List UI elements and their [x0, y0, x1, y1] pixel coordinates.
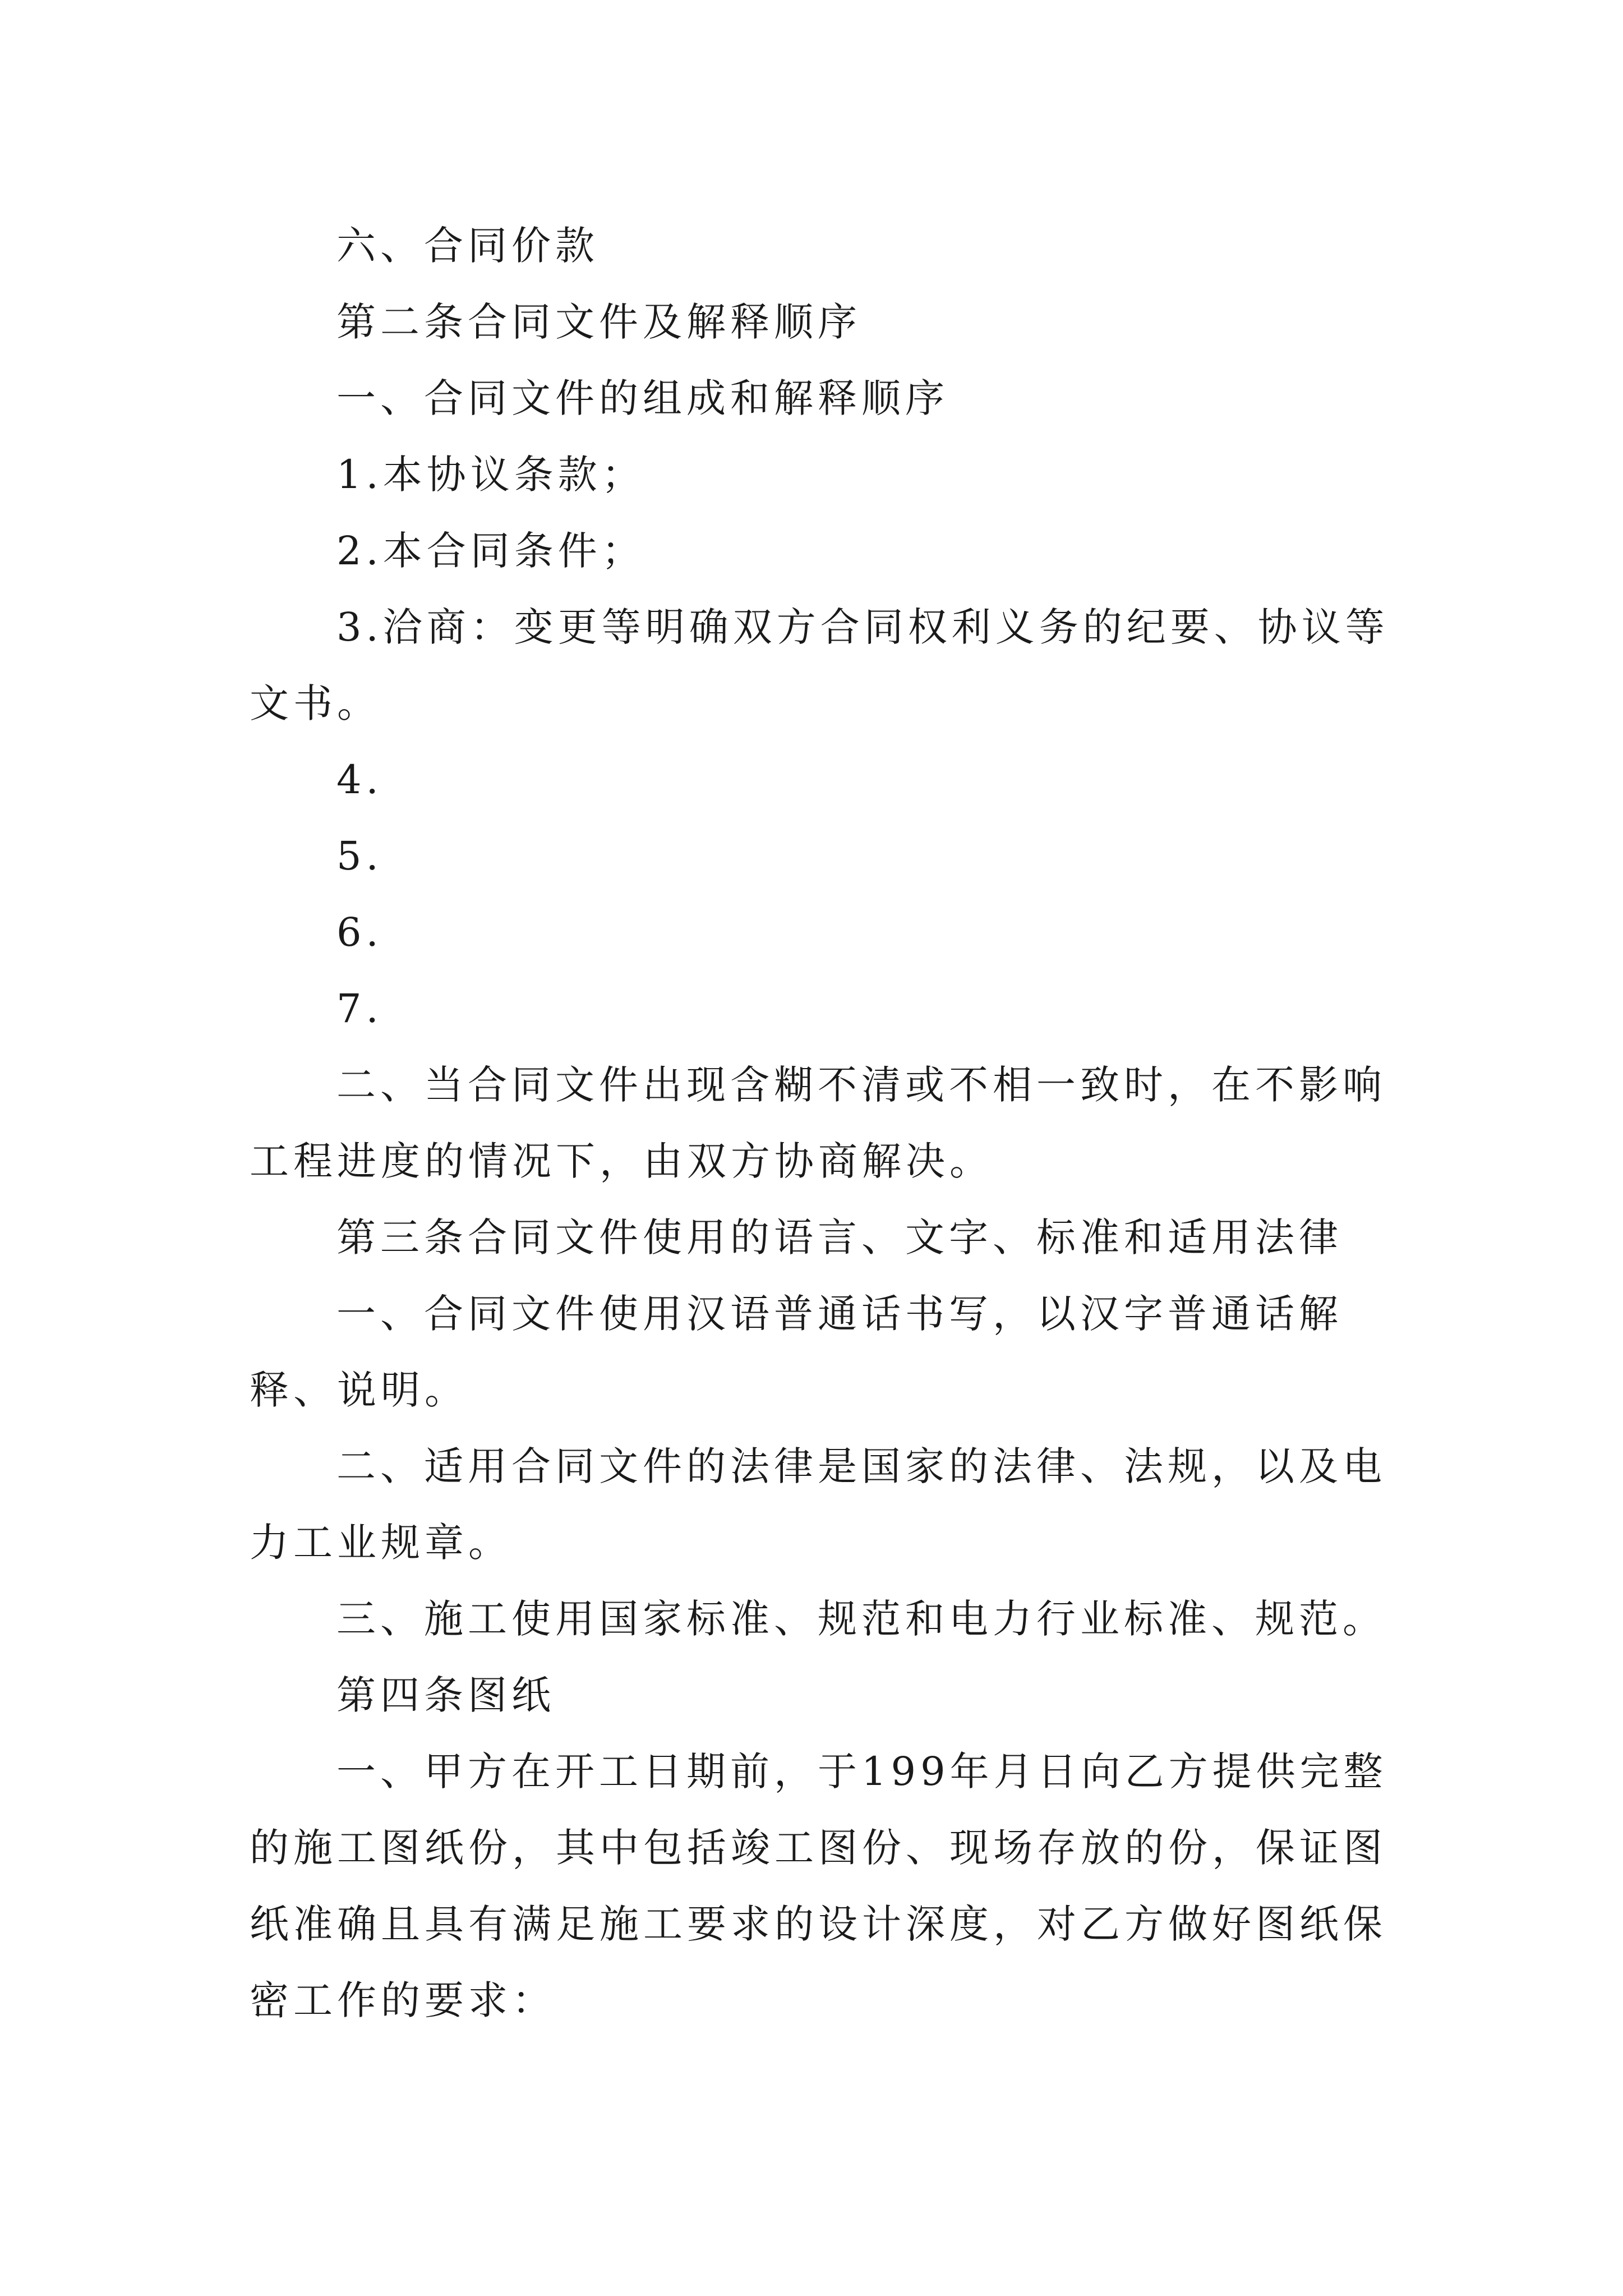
list-item: 6.	[336, 909, 383, 955]
body-paragraph: 三、施工使用国家标准、规范和电力行业标准、规范。	[336, 1596, 1386, 1642]
article-heading: 第四条图纸	[336, 1672, 555, 1718]
section-heading: 六、合同价款	[336, 223, 599, 269]
list-item: 4.	[336, 757, 383, 803]
list-item: 7.	[336, 986, 383, 1032]
list-item: 5.	[336, 833, 383, 879]
list-item: 2.本合同条件；	[336, 528, 645, 574]
body-paragraph: 二、当合同文件出现含糊不清或不相一致时，在不影响工程进度的情况下，由双方协商解决。	[250, 1062, 1386, 1184]
body-paragraph: 一、甲方在开工日期前，于199年月日向乙方提供完整的施工图纸份，其中包括竣工图份、现场存放的份，保证图纸准确且具有满足施工要求的设计深度，对乙方做好图纸保密工作的要求：	[250, 1749, 1387, 2023]
section-heading: 一、合同文件的组成和解释顺序	[336, 375, 949, 421]
document-body	[250, 208, 1394, 2039]
article-heading: 第二条合同文件及解释顺序	[336, 299, 861, 345]
list-item: 1.本协议条款；	[336, 452, 645, 498]
list-item: 3.洽商：变更等明确双方合同权利义务的纪要、协议等文书。	[250, 604, 1389, 726]
article-heading: 第三条合同文件使用的语言、文字、标准和适用法律	[336, 1214, 1343, 1260]
body-paragraph: 一、合同文件使用汉语普通话书写，以汉字普通话解释、说明。	[250, 1291, 1343, 1413]
body-paragraph: 二、适用合同文件的法律是国家的法律、法规，以及电力工业规章。	[250, 1443, 1386, 1566]
